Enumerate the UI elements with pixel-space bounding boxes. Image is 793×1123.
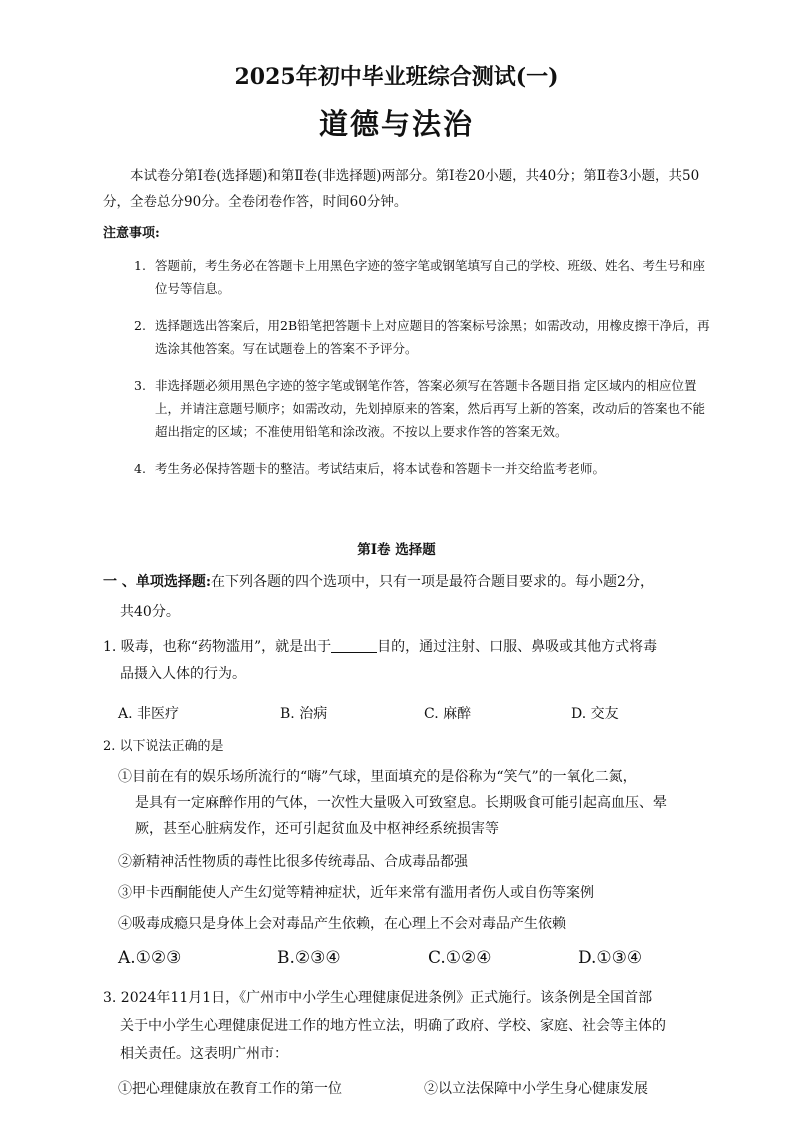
intro-paragraph: 本试卷分第Ⅰ卷(选择题)和第Ⅱ卷(非选择题)两部分。第Ⅰ卷20小题，共40分；第Ⅱ卷3小题，共50分，全卷总分90分。全卷闭卷作答，时间60分钟。 bbox=[103, 168, 700, 210]
notice-list bbox=[134, 254, 714, 486]
notice-item bbox=[134, 254, 714, 300]
q1-option-c: C. 麻醉 bbox=[424, 706, 472, 722]
q3-stem-line: 关于中小学生心理健康促进工作的地方性立法，明确了政府、学校、家庭、社会等主体的 bbox=[120, 1018, 666, 1034]
exam-title: 2025年初中毕业班综合测试(一) bbox=[234, 64, 559, 90]
notice-number: 3. bbox=[134, 378, 146, 393]
notice-number: 2. bbox=[134, 318, 146, 333]
answer-blank bbox=[331, 637, 377, 653]
q2-statement-1-line: 厥，甚至心脏病发作，还可引起贫血及中枢神经系统损害等 bbox=[135, 821, 499, 837]
q1-option-d: D. 交友 bbox=[571, 706, 619, 722]
subject-title: 道德与法治 bbox=[318, 107, 474, 141]
notice-item bbox=[134, 314, 714, 360]
notice-number: 4. bbox=[134, 461, 146, 476]
q2-statement-1-line: ①目前在有的娱乐场所流行的“嗨”气球，里面填充的是俗称为“笑气”的一氧化二氮， bbox=[118, 769, 637, 785]
part-instruction-cont: 共40分。 bbox=[120, 604, 180, 620]
q1-option-a: A. 非医疗 bbox=[118, 706, 180, 722]
q2-options bbox=[118, 948, 738, 974]
question-1 bbox=[103, 634, 733, 688]
q1-stem-a: 1. 吸毒，也称“药物滥用”，就是出于 bbox=[103, 639, 332, 655]
part-instruction: 在下列各题的四个选项中，只有一项是最符合题目要求的。每小题2分， bbox=[211, 574, 654, 590]
q3-statement-2: ②以立法保障中小学生身心健康发展 bbox=[424, 1081, 648, 1097]
notice-heading: 注意事项: bbox=[103, 226, 160, 241]
q2-option-b: B.②③④ bbox=[277, 948, 341, 968]
notice-text: 答题前，考生务必在答题卡上用黑色字迹的签字笔或钢笔填写自己的学校、班级、姓名、考生号和座位号等信息。 bbox=[155, 258, 706, 296]
notice-text: 考生务必保持答题卡的整洁。考试结束后，将本试卷和答题卡一并交给监考老师。 bbox=[155, 461, 606, 476]
q1-options bbox=[118, 703, 738, 727]
q2-statement-3: ③甲卡西酮能使人产生幻觉等精神症状，近年来常有滥用者伤人或自伤等案例 bbox=[118, 885, 594, 901]
notice-text: 选择题选出答案后，用2B铅笔把答题卡上对应题目的答案标号涂黑；如需改动，用橡皮擦干净后，再选涂其他答案。写在试题卷上的答案不予评分。 bbox=[155, 318, 710, 356]
q3-stem-line: 3. 2024年11月1日，《广州市中小学生心理健康促进条例》正式施行。该条例是全国首部 bbox=[103, 990, 653, 1006]
q2-option-c: C.①②④ bbox=[428, 948, 492, 968]
q1-option-b: B. 治病 bbox=[280, 706, 328, 722]
q3-statement-1: ①把心理健康放在教育工作的第一位 bbox=[118, 1081, 342, 1097]
notice-number: 1. bbox=[134, 258, 146, 273]
part-label: 一 、单项选择题: bbox=[103, 574, 212, 590]
q2-statement-2: ②新精神活性物质的毒性比很多传统毒品、合成毒品都强 bbox=[118, 854, 468, 870]
q2-statement-1-line: 是具有一定麻醉作用的气体，一次性大量吸入可致窒息。长期吸食可能引起高血压、晕 bbox=[135, 795, 667, 811]
notice-text: 非选择题必须用黑色字迹的签字笔或钢笔作答，答案必须写在答题卡各题目指 定区域内的相应位置上，并请注意题号顺序；如需改动，先划掉原来的答案，然后再写上新的答案，改动后的答案也不能超出指定的区域；不准使用铅笔和涂改液。不按以上要求作答的答案无效。 bbox=[155, 378, 706, 439]
section-title: 第Ⅰ卷 选择题 bbox=[357, 542, 436, 558]
question-3 bbox=[103, 984, 733, 1068]
q2-statement-4: ④吸毒成瘾只是身体上会对毒品产生依赖，在心理上不会对毒品产生依赖 bbox=[118, 916, 566, 932]
notice-item bbox=[134, 374, 714, 443]
notice-item bbox=[134, 457, 714, 480]
q3-stem-line: 相关责任。这表明广州市： bbox=[120, 1046, 288, 1062]
q2-statement-1 bbox=[118, 764, 738, 842]
question-2-stem: 2. 以下说法正确的是 bbox=[103, 739, 224, 754]
q2-option-a: A.①②③ bbox=[118, 948, 182, 968]
q2-option-d: D.①③④ bbox=[578, 948, 643, 968]
q1-stem-c: 品摄入人体的行为。 bbox=[120, 666, 246, 682]
q1-stem-b: 目的，通过注射、口服、鼻吸或其他方式将毒 bbox=[377, 639, 658, 655]
part-heading bbox=[103, 567, 723, 627]
